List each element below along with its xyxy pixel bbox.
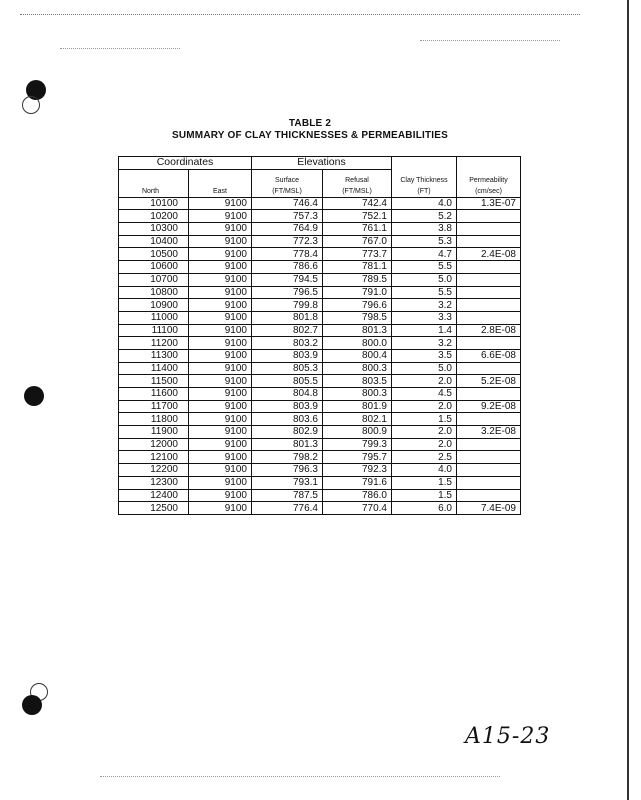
refusal-cell: 761.1	[323, 223, 392, 236]
east-cell: 9100	[189, 400, 252, 413]
clay-thickness-label: Clay Thickness	[400, 176, 448, 184]
refusal-cell: 791.6	[323, 476, 392, 489]
refusal-cell: 773.7	[323, 248, 392, 261]
table-row	[119, 349, 521, 362]
permeability-cell	[457, 362, 521, 375]
clay-thickness-cell: 2.0	[392, 426, 457, 439]
clay-thickness-cell: 2.0	[392, 375, 457, 388]
table-row	[119, 464, 521, 477]
surface-cell: 803.9	[252, 400, 323, 413]
elevations-header: Elevations	[252, 157, 392, 170]
north-cell: 10900	[119, 299, 189, 312]
north-cell: 10800	[119, 286, 189, 299]
permeability-header	[457, 157, 521, 198]
permeability-cell	[457, 464, 521, 477]
table-row	[119, 438, 521, 451]
permeability-unit: (cm/sec)	[475, 187, 502, 195]
table-row	[119, 476, 521, 489]
table-row	[119, 400, 521, 413]
east-cell: 9100	[189, 273, 252, 286]
surface-cell: 776.4	[252, 502, 323, 515]
clay-thickness-cell: 4.0	[392, 464, 457, 477]
clay-thickness-cell: 5.2	[392, 210, 457, 223]
surface-cell: 805.3	[252, 362, 323, 375]
surface-cell: 746.4	[252, 197, 323, 210]
north-cell: 11100	[119, 324, 189, 337]
east-cell: 9100	[189, 489, 252, 502]
table-row	[119, 502, 521, 515]
refusal-cell: 799.3	[323, 438, 392, 451]
refusal-cell: 767.0	[323, 235, 392, 248]
table-title: SUMMARY OF CLAY THICKNESSES & PERMEABILITIES	[171, 130, 449, 141]
east-cell: 9100	[189, 235, 252, 248]
east-cell: 9100	[189, 299, 252, 312]
table-row	[119, 248, 521, 261]
east-cell: 9100	[189, 197, 252, 210]
refusal-cell: 800.0	[323, 337, 392, 350]
clay-thickness-cell: 5.0	[392, 273, 457, 286]
surface-cell: 803.6	[252, 413, 323, 426]
clay-thickness-cell: 3.8	[392, 223, 457, 236]
refusal-cell: 752.1	[323, 210, 392, 223]
surface-cell: 802.7	[252, 324, 323, 337]
clay-thickness-cell: 2.0	[392, 438, 457, 451]
permeability-cell	[457, 210, 521, 223]
refusal-cell: 801.3	[323, 324, 392, 337]
page-edge-line	[627, 0, 629, 800]
clay-thickness-cell: 6.0	[392, 502, 457, 515]
surface-cell: 796.5	[252, 286, 323, 299]
permeability-cell: 2.8E-08	[457, 324, 521, 337]
clay-thickness-cell: 5.5	[392, 261, 457, 274]
surface-cell: 786.6	[252, 261, 323, 274]
north-cell: 12000	[119, 438, 189, 451]
table-row	[119, 261, 521, 274]
table-row	[119, 375, 521, 388]
refusal-cell: 795.7	[323, 451, 392, 464]
surface-cell: 778.4	[252, 248, 323, 261]
refusal-cell: 781.1	[323, 261, 392, 274]
east-cell: 9100	[189, 223, 252, 236]
table-row	[119, 426, 521, 439]
permeability-cell	[457, 388, 521, 401]
refusal-cell: 786.0	[323, 489, 392, 502]
permeability-cell	[457, 413, 521, 426]
refusal-cell: 802.1	[323, 413, 392, 426]
permeability-label: Permeability	[469, 176, 508, 184]
clay-thickness-cell: 4.7	[392, 248, 457, 261]
east-cell: 9100	[189, 426, 252, 439]
surface-cell: 803.2	[252, 337, 323, 350]
surface-unit: (FT/MSL)	[272, 187, 302, 195]
east-cell: 9100	[189, 413, 252, 426]
refusal-cell: 800.3	[323, 362, 392, 375]
north-cell: 11800	[119, 413, 189, 426]
refusal-cell: 800.4	[323, 349, 392, 362]
punch-hole-ring	[22, 96, 40, 114]
surface-cell: 794.5	[252, 273, 323, 286]
surface-label: Surface	[274, 176, 300, 184]
permeability-cell: 1.3E-07	[457, 197, 521, 210]
table-row	[119, 235, 521, 248]
clay-thickness-cell: 3.2	[392, 299, 457, 312]
north-cell: 10400	[119, 235, 189, 248]
clay-thickness-cell: 3.2	[392, 337, 457, 350]
surface-cell: 798.2	[252, 451, 323, 464]
north-cell: 12400	[119, 489, 189, 502]
surface-cell: 772.3	[252, 235, 323, 248]
permeability-cell: 5.2E-08	[457, 375, 521, 388]
scan-noise	[60, 48, 180, 49]
scan-noise	[100, 776, 500, 777]
refusal-label: Refusal	[345, 176, 369, 184]
permeability-cell: 9.2E-08	[457, 400, 521, 413]
clay-thickness-cell: 1.5	[392, 413, 457, 426]
permeability-cell: 3.2E-08	[457, 426, 521, 439]
permeability-cell	[457, 299, 521, 312]
surface-cell: 802.9	[252, 426, 323, 439]
refusal-cell: 803.5	[323, 375, 392, 388]
clay-thickness-cell: 4.0	[392, 197, 457, 210]
surface-cell: 757.3	[252, 210, 323, 223]
north-cell: 10200	[119, 210, 189, 223]
north-cell: 10600	[119, 261, 189, 274]
table-number: TABLE 2	[288, 118, 332, 129]
table-row	[119, 210, 521, 223]
table-row	[119, 362, 521, 375]
table-row	[119, 273, 521, 286]
punch-hole	[22, 695, 42, 715]
permeability-cell	[457, 489, 521, 502]
table-row	[119, 413, 521, 426]
permeability-cell	[457, 311, 521, 324]
table-row	[119, 489, 521, 502]
table-row	[119, 451, 521, 464]
permeability-cell	[457, 451, 521, 464]
surface-cell: 793.1	[252, 476, 323, 489]
scan-top-marks	[20, 14, 580, 21]
east-cell: 9100	[189, 337, 252, 350]
refusal-cell: 801.9	[323, 400, 392, 413]
north-cell: 12100	[119, 451, 189, 464]
handwritten-page-number: A15-23	[465, 724, 551, 749]
table-row	[119, 286, 521, 299]
clay-thickness-cell: 5.0	[392, 362, 457, 375]
refusal-cell: 770.4	[323, 502, 392, 515]
east-cell: 9100	[189, 349, 252, 362]
coordinates-header: Coordinates	[119, 157, 252, 170]
permeability-cell	[457, 235, 521, 248]
refusal-cell: 800.3	[323, 388, 392, 401]
east-cell: 9100	[189, 248, 252, 261]
refusal-cell: 791.0	[323, 286, 392, 299]
east-cell: 9100	[189, 451, 252, 464]
east-cell: 9100	[189, 210, 252, 223]
refusal-cell: 789.5	[323, 273, 392, 286]
north-cell: 11200	[119, 337, 189, 350]
east-cell: 9100	[189, 375, 252, 388]
east-header: East	[189, 169, 252, 197]
clay-thickness-cell: 2.0	[392, 400, 457, 413]
clay-thickness-cell: 2.5	[392, 451, 457, 464]
table-row	[119, 223, 521, 236]
surface-cell: 764.9	[252, 223, 323, 236]
permeability-cell	[457, 438, 521, 451]
refusal-cell: 796.6	[323, 299, 392, 312]
east-cell: 9100	[189, 261, 252, 274]
scan-noise	[420, 40, 560, 41]
surface-cell: 804.8	[252, 388, 323, 401]
east-cell: 9100	[189, 476, 252, 489]
east-cell: 9100	[189, 438, 252, 451]
north-cell: 11400	[119, 362, 189, 375]
clay-thickness-cell: 1.5	[392, 489, 457, 502]
east-cell: 9100	[189, 388, 252, 401]
clay-summary-table	[118, 156, 521, 515]
surface-cell: 799.8	[252, 299, 323, 312]
east-cell: 9100	[189, 502, 252, 515]
refusal-cell: 742.4	[323, 197, 392, 210]
clay-thickness-unit: (FT)	[417, 187, 431, 195]
north-cell: 11500	[119, 375, 189, 388]
north-cell: 11300	[119, 349, 189, 362]
east-cell: 9100	[189, 286, 252, 299]
permeability-cell: 2.4E-08	[457, 248, 521, 261]
north-cell: 10100	[119, 197, 189, 210]
surface-cell: 801.8	[252, 311, 323, 324]
clay-thickness-cell: 3.5	[392, 349, 457, 362]
refusal-cell: 792.3	[323, 464, 392, 477]
table-row	[119, 197, 521, 210]
east-cell: 9100	[189, 464, 252, 477]
refusal-cell: 798.5	[323, 311, 392, 324]
permeability-cell: 7.4E-09	[457, 502, 521, 515]
clay-thickness-cell: 4.5	[392, 388, 457, 401]
permeability-cell	[457, 337, 521, 350]
north-cell: 12300	[119, 476, 189, 489]
north-cell: 10300	[119, 223, 189, 236]
table-row	[119, 388, 521, 401]
refusal-header	[323, 169, 392, 197]
table-row	[119, 311, 521, 324]
refusal-cell: 800.9	[323, 426, 392, 439]
clay-thickness-cell: 5.5	[392, 286, 457, 299]
clay-thickness-cell: 5.3	[392, 235, 457, 248]
clay-thickness-cell: 1.5	[392, 476, 457, 489]
permeability-cell	[457, 476, 521, 489]
north-cell: 11000	[119, 311, 189, 324]
surface-cell: 801.3	[252, 438, 323, 451]
refusal-unit: (FT/MSL)	[342, 187, 372, 195]
north-cell: 10700	[119, 273, 189, 286]
east-cell: 9100	[189, 362, 252, 375]
north-cell: 11600	[119, 388, 189, 401]
surface-cell: 796.3	[252, 464, 323, 477]
clay-thickness-header	[392, 157, 457, 198]
table-row	[119, 324, 521, 337]
north-cell: 12500	[119, 502, 189, 515]
permeability-cell	[457, 286, 521, 299]
permeability-cell: 6.6E-08	[457, 349, 521, 362]
surface-cell: 787.5	[252, 489, 323, 502]
east-cell: 9100	[189, 311, 252, 324]
north-cell: 11900	[119, 426, 189, 439]
north-cell: 11700	[119, 400, 189, 413]
table-body	[119, 197, 521, 514]
north-header: North	[119, 169, 189, 197]
table-row	[119, 337, 521, 350]
east-cell: 9100	[189, 324, 252, 337]
permeability-cell	[457, 223, 521, 236]
clay-thickness-cell: 1.4	[392, 324, 457, 337]
north-cell: 10500	[119, 248, 189, 261]
permeability-cell	[457, 261, 521, 274]
clay-thickness-cell: 3.3	[392, 311, 457, 324]
table-row	[119, 299, 521, 312]
punch-hole	[24, 386, 44, 406]
surface-cell: 805.5	[252, 375, 323, 388]
surface-cell: 803.9	[252, 349, 323, 362]
surface-header	[252, 169, 323, 197]
north-cell: 12200	[119, 464, 189, 477]
permeability-cell	[457, 273, 521, 286]
